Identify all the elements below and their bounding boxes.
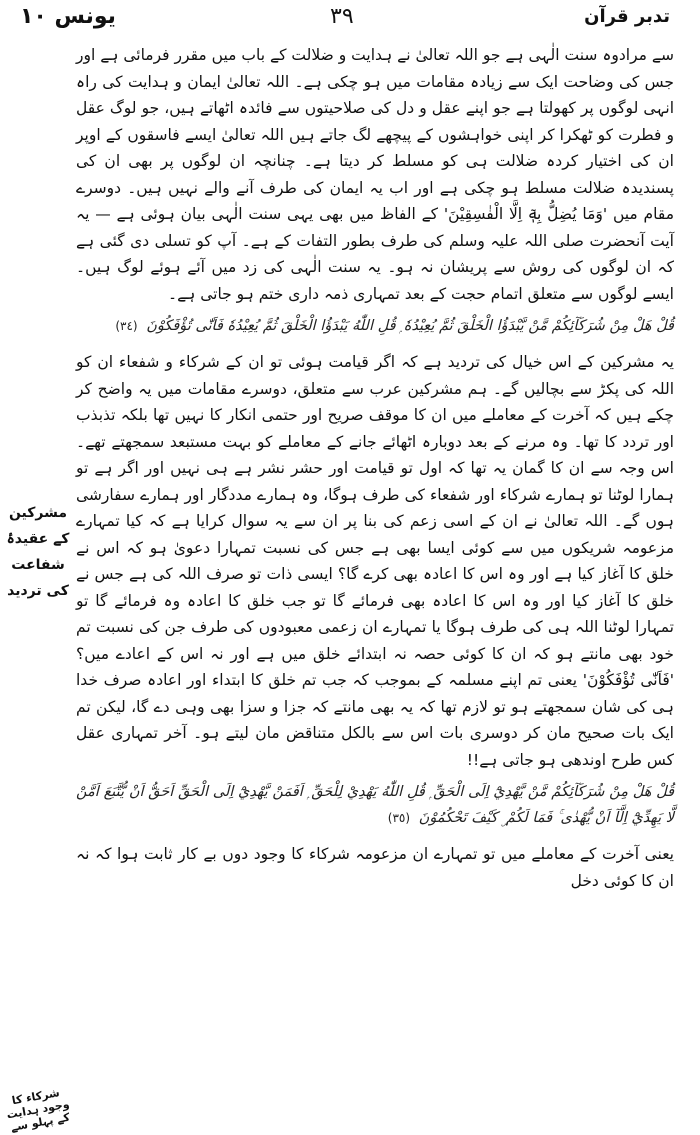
verse-text: قُلْ هَلْ مِنْ شُرَكَآئِكُمْ مَّنْ يَّهْدِيْٓ اِلَى الْحَقِّ ۭ قُلِ اللّٰهُ يَهْدِيْ لِلْحَقِّ ۭ اَفَمَنْ يَّهْدِيْٓ اِلَى الْحَقِّ اَحَقُّ اَنْ يُّتَّبَعَ اَمَّنْ لَّا يَهِدِّيْٓ اِلَّآ اَنْ يُّهْدٰى ۚ فَمَا لَكُمْ ۣ كَيْفَ تَحْكُمُوْنَ <box>76 784 674 826</box>
page-number: ٣٩ <box>330 4 354 29</box>
verse-number: (٣٥) <box>387 811 411 825</box>
page-body <box>76 42 674 898</box>
margin-note-intercession: مشرکین کے عقیدۂ شفاعت کی تردید <box>6 505 70 599</box>
paragraph-1: سے مرادوہ سنت الٰہی ہے جو اللہ تعالیٰ نے ہدایت و ضلالت کے باب میں مقرر فرمائی ہے اور جس کی وضاحت ایک سے زیادہ مقامات میں ہو چکی ہے۔ اللہ تعالیٰ ایمان و ہدایت کی راہ انہی لوگوں پر کھولتا ہے جو اپنے عقل و دل کی صلاحیتوں سے فائدہ اٹھاتے ہیں، جو لوگ عقل و فطرت کو ٹھکرا کر اپنی خواہشوں کے پیچھے لگ جاتے ہیں اللہ تعالیٰ ایسے فاسقوں کے اوپر ان کی اختیار کردہ ضلالت ہی کو مسلط کر دیتا ہے۔ چنانچہ ان لوگوں پر بھی ان کی پسندیدہ ضلالت مسلط ہو چکی ہے اور اب یہ ایمان کی طرف آنے والے نہیں ہیں۔ دوسرے مقام میں 'وَمَا يُضِلُّ بِهٖٓ اِلَّا الْفٰسِقِيْنَ' کے الفاظ میں بھی یہی سنت الٰہی بیان ہوئی ہے — یہ آیت آنحضرت صلی اللہ علیہ وسلم کی طرف بطور التفات کے ہے۔ آپ کو تسلی دی گئی ہے کہ ان لوگوں کی روش سے پریشان نہ ہو۔ یہ سنت الٰہی کی زد میں آئے ہوئے لوگ ہیں۔ ایسے لوگوں سے متعلق اتمام حجت کے بعد تمہاری ذمہ داری ختم ہو جاتی ہے۔ <box>76 46 674 303</box>
margin-note-partners: شرکاء کا وجود ہدایت کے پہلو سے <box>5 1086 71 1134</box>
verse-number: (٣٤) <box>115 319 138 333</box>
verse-text: قُلْ هَلْ مِنْ شُرَكَآئِكُمْ مَّنْ يَّبْدَؤُا الْخَلْقَ ثُمَّ يُعِيْدُهٗ ۭ قُلِ اللّٰهُ يَبْدَؤُا الْخَلْقَ ثُمَّ يُعِيْدُهٗ فَاَنّٰى تُؤْفَكُوْنَ <box>146 318 674 334</box>
book-title: تدبر قرآن <box>584 6 670 27</box>
paragraph-3: یعنی آخرت کے معاملے میں تو تمہارے ان مزعومہ شرکاء کا وجود دوں بے کار ثابت ہوا کہ نہ ان کا کوئی دخل <box>76 845 674 890</box>
verse-35 <box>76 779 674 831</box>
surah-label: يونس ١٠ <box>20 4 116 29</box>
paragraph-2: یہ مشرکین کے اس خیال کی تردید ہے کہ اگر قیامت ہوئی تو ان کے شرکاء و شفعاء ان کو اللہ کی پکڑ سے بچالیں گے۔ ہم مشرکین عرب سے متعلق، دوسرے مقامات میں یہ واضح کر چکے ہیں کہ آخرت کے معاملے میں ان کا موقف صریح اور حتمی انکار کا نہیں تھا بلکہ تذبذب اور تردد کا تھا۔ وہ مرنے کے بعد دوبارہ اٹھائے جانے کے معاملے کو بہت مستبعد سمجھتے تھے۔ اس وجہ سے ان کا گمان یہ تھا کہ اول تو قیامت اور حشر نشر ہے ہی نہیں اور اگر ہے تو ہمارا لوٹنا تو ہمارے شرکاء اور شفعاء کی طرف ہوگا، وہ ہمارے مددگار اور ہمارے سفارشی ہوں گے۔ اللہ تعالیٰ نے ان کے اسی زعم کی بنا پر ان سے یہ سوال کرایا ہے کہ کیا تمہارے مزعومہ شریکوں میں سے کوئی ایسا بھی ہے جس کی نسبت تمہارا دعویٰ ہو کہ اس نے خلق کا آغاز کیا ہے اور وہ اس کا اعادہ بھی کرے گا؟ ایسی ذات تو صرف اللہ کی ہے جس نے خلق کا آغاز کیا اور وہ اس کا اعادہ بھی فرمائے گا تو جب خلق کا اعادہ وہ فرمائے گا تو تمہارا لوٹنا اللہ ہی کی طرف ہوگا یا تمہارے ان زعمی معبودوں کی طرف جن کی نسبت تم خود بھی مانتے ہو کہ ان کا کوئی حصہ نہ ابتدائے خلق میں ہے اور نہ اس کے اعادے میں؟ 'فَاَنّٰى تُؤْفَكُوْنَ' یعنی تم اپنے مسلمہ کے بموجب کہ جب تم خلق کا ابتداء اور اعادہ صرف خدا ہی کی شان سمجھتے ہو تو لازم تھا کہ یہ بھی مانتے کہ جزا و سزا بھی وہی دے گا، لیکن تم ایک بات صحیح مان کر دوسری بات اس سے بالکل متناقض مان لیتے ہو۔ آخر تمہاری عقل کس طرح اوندھی ہو جاتی ہے!! <box>76 353 674 769</box>
verse-34 <box>76 313 674 339</box>
page-header <box>20 4 670 38</box>
